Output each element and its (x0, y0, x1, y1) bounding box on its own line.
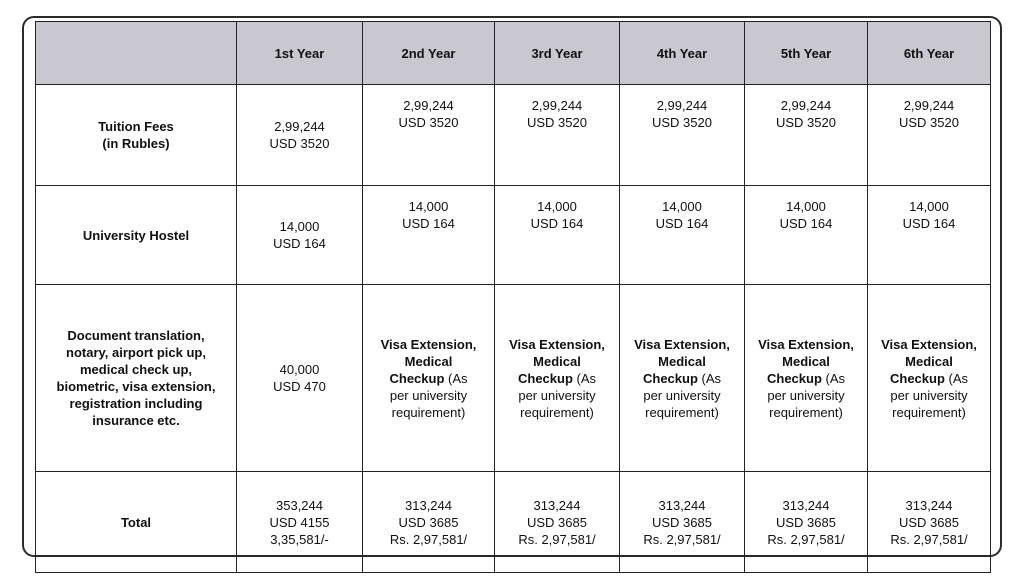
table-cell (868, 472, 991, 573)
cell-value-usd: USD 3520 (776, 115, 836, 130)
visa-note: Visa Extension, (509, 336, 605, 352)
visa-note: per university (767, 387, 845, 403)
visa-note: requirement) (892, 404, 966, 420)
table-cell (495, 85, 620, 186)
table-cell (363, 186, 495, 285)
table-row-documents (36, 285, 991, 472)
header-cell-year-4: 4th Year (620, 22, 745, 85)
cell-value-inr: Rs. 2,97,581/ (643, 531, 721, 547)
cell-value-rubles: 2,99,244 (780, 98, 832, 113)
visa-note: (As (444, 370, 468, 386)
cell-value-rubles: 14,000 (909, 199, 949, 214)
table-cell (363, 285, 495, 472)
header-cell-year-3: 3rd Year (495, 22, 620, 85)
cell-value-rubles: 2,99,244 (531, 98, 583, 113)
table-cell (495, 285, 620, 472)
header-cell-year-5: 5th Year (745, 22, 868, 85)
visa-note: Medical (658, 353, 706, 369)
cell-value-rubles: 40,000 (279, 362, 320, 377)
cell-value-rubles: 14,000 (662, 199, 702, 214)
table-cell (237, 186, 363, 285)
visa-note: Checkup (517, 370, 573, 386)
header-cell-year-6: 6th Year (868, 22, 991, 85)
cell-value-usd: USD 3685 (398, 514, 459, 530)
cell-value-usd: USD 3520 (899, 115, 959, 130)
cell-value-usd: USD 164 (655, 216, 709, 231)
visa-note: per university (518, 387, 596, 403)
visa-note: Checkup (889, 370, 945, 386)
label-line: Tuition Fees (98, 119, 174, 134)
header-row (36, 22, 991, 85)
table-cell (363, 85, 495, 186)
table-cell (745, 472, 868, 573)
visa-note: requirement) (391, 404, 466, 420)
label-line: registration including (69, 396, 203, 411)
cell-value-usd: USD 3685 (527, 514, 587, 530)
table-cell (495, 186, 620, 285)
table-cell (237, 85, 363, 186)
cell-value-usd: USD 4155 (269, 514, 330, 530)
visa-note: per university (643, 387, 721, 403)
visa-note: Medical (404, 353, 453, 369)
cell-value-rubles: 313,244 (533, 497, 581, 513)
table-cell (237, 285, 363, 472)
visa-note: (As (821, 370, 846, 386)
visa-note: Checkup (389, 370, 445, 386)
cell-value-usd: USD 164 (273, 236, 326, 251)
cell-value-usd: USD 3520 (527, 115, 587, 130)
cell-value-inr: Rs. 2,97,581/ (518, 531, 596, 547)
table-cell (745, 285, 868, 472)
visa-note: per university (890, 387, 968, 403)
visa-note: (As (944, 370, 969, 386)
visa-note: Medical (533, 353, 581, 369)
table-cell (495, 472, 620, 573)
table-row-total (36, 472, 991, 573)
cell-value-usd: USD 164 (530, 216, 584, 231)
visa-note: Medical (905, 353, 953, 369)
label-line: notary, airport pick up, (66, 345, 206, 360)
visa-note: per university (389, 387, 468, 403)
cell-value-usd: USD 3685 (652, 514, 712, 530)
table-row-tuition (36, 85, 991, 186)
label-line: (in Rubles) (102, 136, 170, 151)
table-cell (363, 472, 495, 573)
visa-note: requirement) (769, 404, 843, 420)
label-line: Document translation, (67, 328, 205, 343)
visa-note: Medical (782, 353, 830, 369)
visa-note: Visa Extension, (380, 336, 477, 352)
cell-value-rubles: 313,244 (905, 497, 953, 513)
cell-value-rubles: 353,244 (276, 497, 323, 513)
header-cell-empty (36, 22, 237, 85)
visa-note: requirement) (520, 404, 594, 420)
table-cell (620, 285, 745, 472)
table-cell (620, 472, 745, 573)
row-label-documents (36, 285, 237, 472)
cell-value-inr: 3,35,581/- (270, 531, 329, 547)
cell-value-rubles: 2,99,244 (656, 98, 708, 113)
cell-value-usd: USD 3685 (899, 514, 959, 530)
cell-value-rubles: 313,244 (405, 497, 452, 513)
row-label-tuition (36, 85, 237, 186)
table-cell (745, 186, 868, 285)
header-cell-year-1: 1st Year (237, 22, 363, 85)
fees-table (35, 21, 991, 573)
visa-note: (As (572, 370, 597, 386)
table-cell (745, 85, 868, 186)
cell-value-usd: USD 3520 (269, 136, 330, 151)
visa-note: requirement) (645, 404, 719, 420)
cell-value-usd: USD 3520 (398, 115, 459, 130)
header-cell-year-2: 2nd Year (363, 22, 495, 85)
cell-value-rubles: 2,99,244 (274, 119, 325, 134)
table-cell (237, 472, 363, 573)
cell-value-rubles: 14,000 (786, 199, 826, 214)
cell-value-inr: Rs. 2,97,581/ (890, 531, 968, 547)
cell-value-rubles: 2,99,244 (903, 98, 955, 113)
table-cell (868, 285, 991, 472)
visa-note: Visa Extension, (758, 336, 854, 352)
visa-note: Checkup (642, 370, 698, 386)
cell-value-usd: USD 3685 (776, 514, 836, 530)
cell-value-usd: USD 470 (273, 379, 326, 394)
cell-value-rubles: 313,244 (782, 497, 830, 513)
table-cell (868, 85, 991, 186)
row-label-hostel: University Hostel (36, 186, 237, 285)
visa-note: (As (697, 370, 722, 386)
label-line: insurance etc. (92, 413, 180, 428)
cell-value-usd: USD 3520 (652, 115, 712, 130)
cell-value-rubles: 313,244 (658, 497, 706, 513)
cell-value-rubles: 14,000 (408, 199, 449, 214)
cell-value-rubles: 2,99,244 (403, 98, 454, 113)
visa-note: Checkup (766, 370, 822, 386)
table-cell (620, 186, 745, 285)
cell-value-inr: Rs. 2,97,581/ (389, 531, 468, 547)
label-line: medical check up, (80, 362, 192, 377)
cell-value-rubles: 14,000 (537, 199, 577, 214)
visa-note: Visa Extension, (881, 336, 977, 352)
row-label-total: Total (36, 472, 237, 573)
cell-value-inr: Rs. 2,97,581/ (767, 531, 845, 547)
label-line: biometric, visa extension, (56, 379, 216, 394)
table-cell (620, 85, 745, 186)
cell-value-rubles: 14,000 (279, 219, 320, 234)
table-cell (868, 186, 991, 285)
table-row-hostel (36, 186, 991, 285)
cell-value-usd: USD 164 (902, 216, 956, 231)
cell-value-usd: USD 164 (402, 216, 455, 231)
cell-value-usd: USD 164 (779, 216, 833, 231)
visa-note: Visa Extension, (634, 336, 730, 352)
